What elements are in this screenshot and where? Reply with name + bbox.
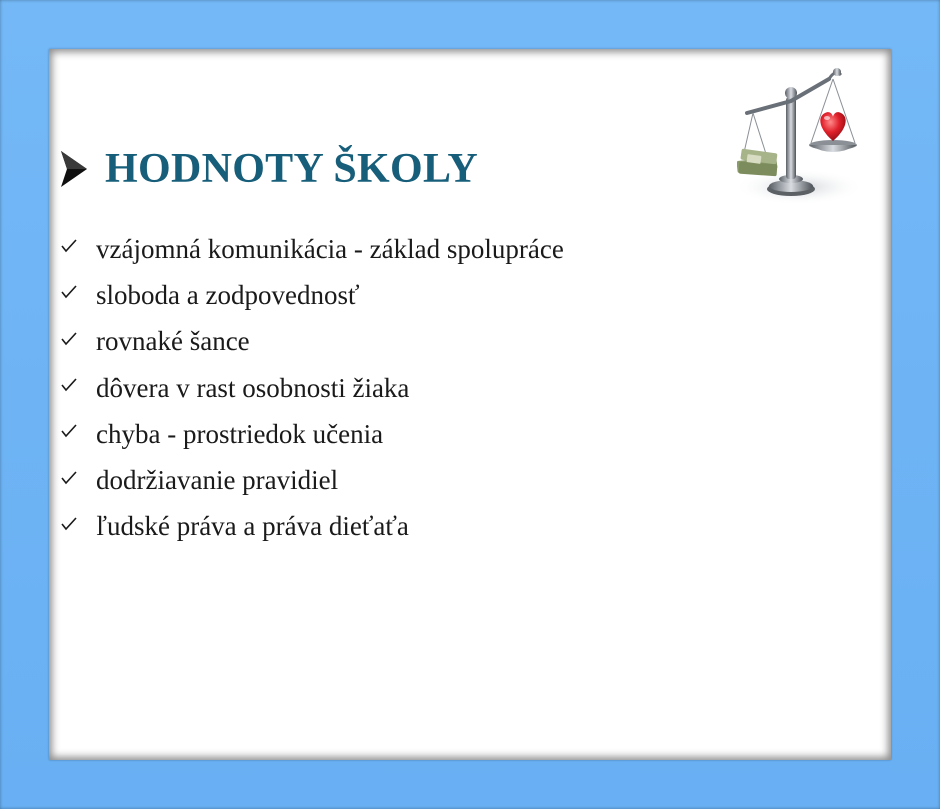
list-item-text: vzájomná komunikácia - základ spolupráce <box>96 233 564 264</box>
values-list <box>61 226 564 550</box>
list-item-text: dôvera v rast osobnosti žiaka <box>96 372 410 403</box>
checkmark-icon <box>61 517 77 531</box>
list-item <box>61 457 564 503</box>
heart-shape <box>820 112 845 141</box>
list-item <box>61 226 564 272</box>
checkmark-icon <box>61 378 77 392</box>
slide <box>49 49 891 760</box>
list-item-text: dodržiavanie pravidiel <box>96 465 339 496</box>
checkmark-icon <box>61 332 77 346</box>
checkmark-icon <box>61 285 77 299</box>
list-item <box>61 319 564 365</box>
list-item <box>61 365 564 411</box>
arrowhead-icon <box>59 149 89 189</box>
checkmark-icon <box>61 424 77 438</box>
balance-scale-money-heart-icon <box>737 55 877 215</box>
money-pile <box>737 149 778 177</box>
page-title: HODNOTY ŠKOLY <box>105 146 479 192</box>
list-item <box>61 272 564 318</box>
list-item-text: ľudské práva a práva dieťaťa <box>96 511 409 542</box>
checkmark-icon <box>61 471 77 485</box>
list-item-text: chyba - prostriedok učenia <box>96 418 384 449</box>
title-row <box>59 145 478 193</box>
list-item <box>61 411 564 457</box>
list-item-text: sloboda a zodpovednosť <box>96 279 360 310</box>
checkmark-icon <box>61 239 77 253</box>
list-item-text: rovnaké šance <box>96 326 250 357</box>
list-item <box>61 504 564 550</box>
